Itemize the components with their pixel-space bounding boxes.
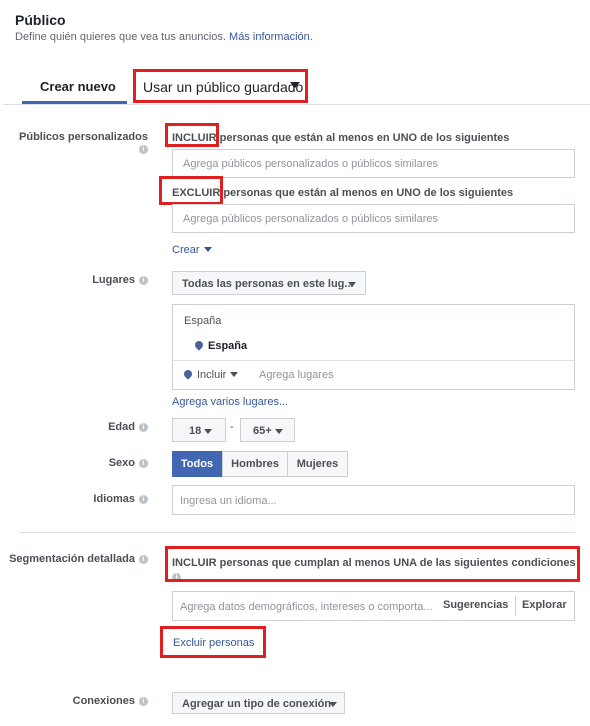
- location-pin-icon: [193, 339, 204, 350]
- exclude-keyword: EXCLUIR: [172, 187, 221, 199]
- info-icon[interactable]: i: [139, 697, 148, 706]
- include-rest: personas que están al menos en UNO de los siguientes: [216, 132, 510, 144]
- info-icon[interactable]: i: [139, 555, 148, 564]
- add-locations-input[interactable]: Agrega lugares: [259, 369, 334, 381]
- caret-down-icon: [204, 247, 212, 252]
- suggestions-button[interactable]: Sugerencias: [443, 599, 509, 611]
- gender-segmented-control: [172, 451, 348, 477]
- selected-location-label: España: [208, 340, 248, 352]
- detailed-targeting-include-text: INCLUIR personas que cumplan al menos UNA de las siguientes condiciones: [172, 557, 576, 569]
- connections-dropdown-value: Agregar un tipo de conexión: [182, 698, 332, 710]
- locations-divider: [173, 360, 574, 361]
- languages-label: [8, 493, 148, 505]
- age-max-value: 65+: [253, 425, 272, 437]
- age-label: [8, 421, 148, 433]
- age-label-text: Edad: [108, 421, 135, 433]
- caret-down-icon: [348, 282, 356, 287]
- age-min-value: 18: [189, 425, 202, 437]
- info-icon[interactable]: i: [139, 495, 148, 504]
- caret-down-icon[interactable]: [290, 82, 300, 88]
- create-link-text: Crear: [172, 244, 200, 256]
- info-icon[interactable]: i: [139, 423, 148, 432]
- info-icon[interactable]: i: [139, 276, 148, 285]
- age-min-dropdown[interactable]: [172, 418, 226, 442]
- include-location-label: Incluir: [197, 369, 227, 381]
- selected-location[interactable]: [195, 340, 247, 352]
- info-icon[interactable]: i: [139, 145, 148, 154]
- tabs-divider: [3, 104, 590, 105]
- include-audiences-text: [172, 132, 509, 144]
- tab-create-new[interactable]: Crear nuevo: [40, 79, 116, 94]
- exclude-audiences-input[interactable]: [172, 204, 575, 233]
- caret-down-icon: [329, 702, 337, 707]
- gender-option-men[interactable]: Hombres: [222, 451, 288, 477]
- section-divider: [20, 532, 575, 533]
- detailed-targeting-placeholder: Agrega datos demográficos, intereses o comporta...: [180, 601, 433, 613]
- caret-down-icon: [230, 372, 238, 377]
- tab-active-indicator: [22, 101, 127, 104]
- exclude-audiences-placeholder: Agrega públicos personalizados o públicos similares: [183, 213, 438, 225]
- exclude-rest: personas que están al menos en UNO de los siguientes: [220, 187, 514, 199]
- gender-label: [8, 457, 148, 469]
- exclude-audiences-text: [172, 187, 513, 199]
- info-icon[interactable]: i: [139, 459, 148, 468]
- include-audiences-input[interactable]: [172, 149, 575, 178]
- exclude-people-link[interactable]: Excluir personas: [173, 637, 255, 649]
- add-multiple-locations-link[interactable]: Agrega varios lugares...: [172, 396, 289, 408]
- languages-label-text: Idiomas: [93, 493, 135, 505]
- include-location-dropdown[interactable]: [184, 369, 238, 381]
- connections-dropdown[interactable]: [172, 692, 345, 714]
- info-icon[interactable]: i: [172, 573, 181, 582]
- gender-label-text: Sexo: [108, 457, 135, 469]
- country-group-header: España: [184, 315, 222, 327]
- detailed-targeting-label-text: Segmentación detallada: [9, 553, 135, 565]
- highlight-box-exclude-people: [160, 626, 266, 658]
- highlight-box-include: [165, 123, 219, 147]
- custom-audiences-label-text: Públicos personalizados: [19, 131, 148, 143]
- connections-label: [8, 695, 148, 707]
- locations-label-text: Lugares: [92, 274, 135, 286]
- include-audiences-placeholder: Agrega públicos personalizados o públicos similares: [183, 158, 438, 170]
- languages-input[interactable]: [172, 485, 575, 515]
- age-separator: -: [230, 421, 234, 433]
- include-keyword: INCLUIR: [172, 132, 217, 144]
- languages-placeholder: Ingresa un idioma...: [180, 495, 277, 507]
- caret-down-icon: [204, 429, 212, 434]
- locations-label: [8, 274, 148, 286]
- more-info-link[interactable]: Más información.: [229, 31, 313, 43]
- caret-down-icon: [275, 429, 283, 434]
- create-audience-link[interactable]: [172, 244, 212, 256]
- subtitle-text: Define quién quieres que vea tus anuncios.: [15, 31, 226, 43]
- section-title: Público: [15, 12, 66, 28]
- highlight-box-detailed-include: [165, 546, 580, 582]
- locations-type-dropdown[interactable]: [172, 271, 366, 295]
- browse-button[interactable]: Explorar: [522, 599, 567, 611]
- tab-use-saved-audience[interactable]: Usar un público guardado: [143, 79, 304, 95]
- button-divider: [515, 596, 516, 616]
- gender-option-all[interactable]: Todos: [172, 451, 222, 477]
- custom-audiences-label: [8, 131, 148, 155]
- section-subtitle: [15, 31, 313, 43]
- detailed-targeting-input[interactable]: [172, 591, 575, 621]
- age-max-dropdown[interactable]: [240, 418, 295, 442]
- locations-box: [172, 304, 575, 390]
- gender-option-women[interactable]: Mujeres: [287, 451, 348, 477]
- locations-dropdown-value: Todas las personas en este lug...: [182, 278, 354, 290]
- highlight-box-exclude: [159, 176, 223, 205]
- location-pin-icon: [182, 368, 193, 379]
- connections-label-text: Conexiones: [72, 695, 135, 707]
- detailed-targeting-label: [8, 553, 148, 565]
